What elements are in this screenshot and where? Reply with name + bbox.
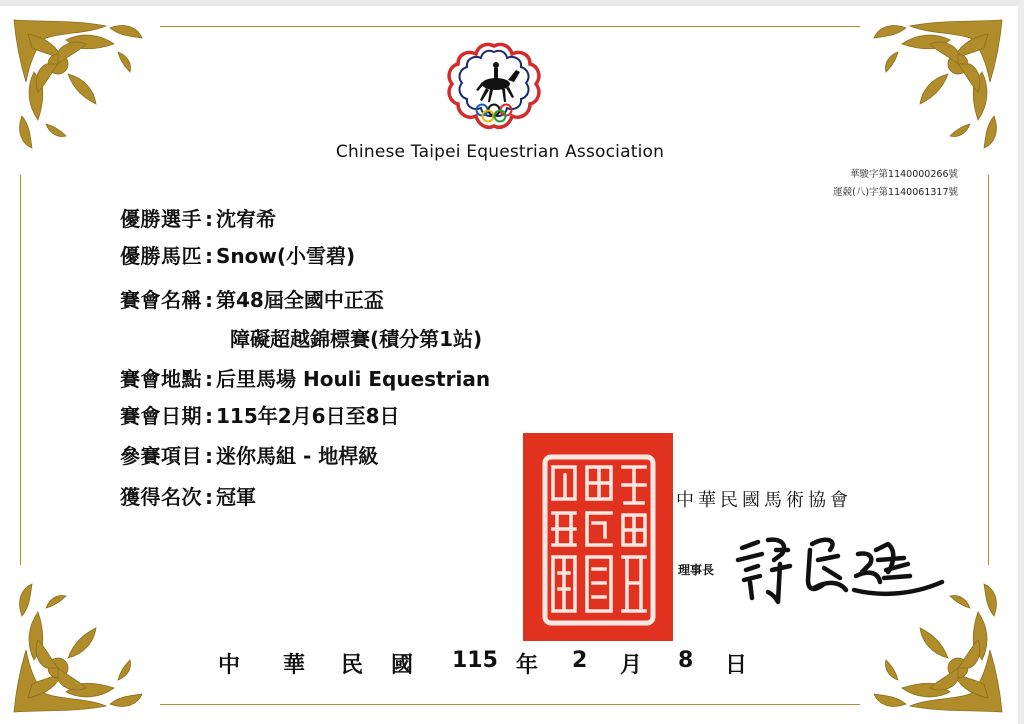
field-category [120,440,378,469]
corner-ornament-icon [6,12,156,162]
corner-ornament-icon [860,12,1010,162]
field-colon: : [205,207,213,231]
frame-line-left [20,175,21,565]
field-horse [120,240,355,269]
event-name-line2: 障礙超越錦標賽(積分第1站) [230,327,483,351]
field-colon: : [205,485,213,509]
equestrian-logo-icon [444,40,544,136]
field-winner [120,203,276,232]
date-char: 民 [341,653,364,678]
field-value: 第48屆全國中正盃 [216,288,384,312]
field-label: 賽會地點 [120,367,202,391]
chairman-title: 理事長 [678,563,715,577]
scan-edge-right [1018,0,1024,724]
date-year: 115 [452,648,498,673]
document-number: 運競(八)字第1140061317號 [833,187,958,198]
field-colon: : [205,367,213,391]
field-colon: : [205,404,213,428]
field-label: 參賽項目 [120,444,202,468]
field-value: Snow(小雪碧) [216,244,356,268]
field-colon: : [205,288,213,312]
date-month: 2 [572,648,588,673]
date-char: 日 [725,653,748,678]
field-event-name [120,284,384,313]
signature-icon [728,520,948,610]
field-value: 后里馬場 Houli Equestrian [216,367,491,391]
frame-line-right [988,175,989,565]
official-seal-icon [523,433,673,641]
corner-ornament-icon [6,570,156,720]
frame-line-bottom [160,704,860,705]
field-value: 沈宥希 [216,207,276,231]
frame-line-top [160,26,860,27]
field-label: 獲得名次 [120,485,202,509]
date-char: 月 [620,653,643,678]
date-char: 國 [391,653,414,678]
field-placing [120,481,256,510]
scan-edge-top [0,0,1024,6]
field-label: 賽會日期 [120,404,202,428]
association-name: Chinese Taipei Equestrian Association [335,142,665,162]
document-number: 華駿字第1140000266號 [850,169,958,180]
field-value: 迷你馬組 - 地桿級 [216,444,379,468]
field-value: 115年2月6日至8日 [216,404,400,428]
field-venue [120,363,490,392]
field-date [120,400,400,429]
field-colon: : [205,444,213,468]
organization-name: 中華民國馬術協會 [676,490,852,511]
field-label: 賽會名稱 [120,288,202,312]
field-colon: : [205,244,213,268]
field-label: 優勝選手 [120,207,202,231]
date-char: 中 [218,653,241,678]
date-char: 華 [283,653,306,678]
field-label: 優勝馬匹 [120,244,202,268]
date-char: 年 [516,653,539,678]
date-day: 8 [678,648,694,673]
field-value: 冠軍 [216,485,256,509]
